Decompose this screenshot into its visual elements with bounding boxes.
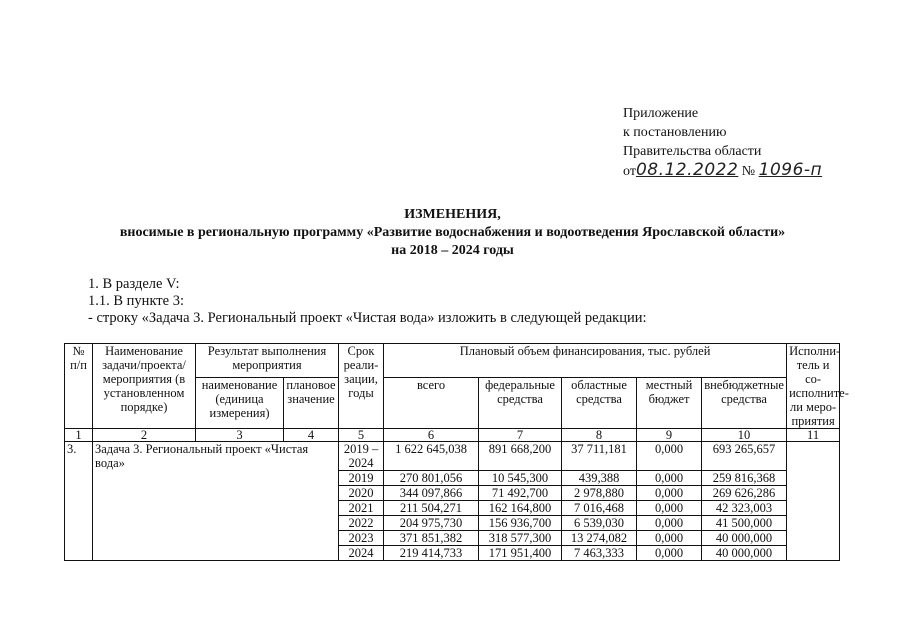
header-row-1 [65, 344, 840, 378]
header-regional: областные средства [562, 378, 637, 429]
number-label: № [741, 164, 756, 179]
col-number: 7 [479, 429, 562, 442]
header-local: местный бюджет [637, 378, 702, 429]
header-executors: Исполни-тель и со-исполните-ли меро-приятия [787, 344, 840, 429]
col-number: 6 [384, 429, 479, 442]
col-number: 1 [65, 429, 93, 442]
title-heading: ИЗМЕНЕНИЯ, [404, 207, 501, 222]
extra-cell: 42 323,003 [702, 501, 787, 516]
col-number: 9 [637, 429, 702, 442]
total-cell: 371 851,382 [384, 531, 479, 546]
paragraph-3: - строку «Задача 3. Региональный проект «Чистая вода» изложить в следующей редакции: [88, 310, 647, 326]
federal-cell: 171 951,400 [479, 546, 562, 561]
federal-cell: 156 936,700 [479, 516, 562, 531]
total-cell: 1 622 645,038 [384, 442, 479, 471]
header-result: Результат выполнения мероприятия [196, 344, 339, 378]
from-label: от [623, 164, 636, 179]
regional-cell: 2 978,880 [562, 486, 637, 501]
appendix-line-3: Правительства области [623, 144, 762, 159]
regional-cell: 439,388 [562, 471, 637, 486]
local-cell: 0,000 [637, 501, 702, 516]
header-funding: Плановый объем финансирования, тыс. рублей [384, 344, 787, 378]
paragraph-2: 1.1. В пункте 3: [88, 293, 184, 309]
col-number: 3 [196, 429, 284, 442]
extra-cell: 41 500,000 [702, 516, 787, 531]
federal-cell: 891 668,200 [479, 442, 562, 471]
document-title [0, 206, 905, 260]
regional-cell: 7 016,468 [562, 501, 637, 516]
table-row [65, 442, 840, 471]
year-cell: 2021 [339, 501, 384, 516]
col-number: 11 [787, 429, 840, 442]
appendix-line-1: Приложение [623, 106, 699, 121]
regional-cell: 7 463,333 [562, 546, 637, 561]
total-cell: 211 504,271 [384, 501, 479, 516]
amendment-text [88, 276, 647, 327]
year-cell: 2023 [339, 531, 384, 546]
local-cell: 0,000 [637, 546, 702, 561]
extra-cell: 40 000,000 [702, 531, 787, 546]
col-number: 8 [562, 429, 637, 442]
resolution-date-number [623, 160, 823, 180]
column-number-row [65, 429, 840, 442]
regional-cell: 6 539,030 [562, 516, 637, 531]
federal-cell: 162 164,800 [479, 501, 562, 516]
year-cell: 2024 [339, 546, 384, 561]
total-cell: 270 801,056 [384, 471, 479, 486]
header-extra: внебюджетные средства [702, 378, 787, 429]
executors-cell [787, 442, 840, 561]
local-cell: 0,000 [637, 486, 702, 501]
col-number: 5 [339, 429, 384, 442]
appendix-block [623, 104, 822, 181]
appendix-line-2: к постановлению [623, 125, 727, 140]
handwritten-date: 08.12.2022 [635, 160, 739, 180]
regional-cell: 13 274,082 [562, 531, 637, 546]
col-number: 2 [93, 429, 196, 442]
extra-cell: 40 000,000 [702, 546, 787, 561]
header-result-plan: плановое значение [284, 378, 339, 429]
header-result-name: наименование (единица измерения) [196, 378, 284, 429]
local-cell: 0,000 [637, 442, 702, 471]
header-name: Наименование задачи/проекта/ мероприятия (в установленном порядке) [93, 344, 196, 429]
header-federal: федеральные средства [479, 378, 562, 429]
header-total: всего [384, 378, 479, 429]
task-name: Задача 3. Региональный проект «Чистая вода» [93, 442, 339, 561]
header-num: № п/п [65, 344, 93, 429]
header-term: Срок реали-зации, годы [339, 344, 384, 429]
local-cell: 0,000 [637, 516, 702, 531]
col-number: 10 [702, 429, 787, 442]
paragraph-1: 1. В разделе V: [88, 276, 180, 292]
local-cell: 0,000 [637, 471, 702, 486]
local-cell: 0,000 [637, 531, 702, 546]
task-number: 3. [65, 442, 93, 561]
year-cell: 2019 – 2024 [339, 442, 384, 471]
total-cell: 204 975,730 [384, 516, 479, 531]
funding-table [64, 343, 849, 561]
title-line-3: на 2018 – 2024 годы [391, 243, 514, 258]
col-number: 4 [284, 429, 339, 442]
total-cell: 344 097,866 [384, 486, 479, 501]
year-cell: 2022 [339, 516, 384, 531]
regional-cell: 37 711,181 [562, 442, 637, 471]
federal-cell: 10 545,300 [479, 471, 562, 486]
extra-cell: 259 816,368 [702, 471, 787, 486]
total-cell: 219 414,733 [384, 546, 479, 561]
year-cell: 2020 [339, 486, 384, 501]
title-line-2: вносимые в региональную программу «Развитие водоснабжения и водоотведения Ярославской области» [119, 225, 786, 240]
year-cell: 2019 [339, 471, 384, 486]
extra-cell: 693 265,657 [702, 442, 787, 471]
federal-cell: 318 577,300 [479, 531, 562, 546]
extra-cell: 269 626,286 [702, 486, 787, 501]
federal-cell: 71 492,700 [479, 486, 562, 501]
handwritten-number: 1096-п [758, 160, 823, 180]
